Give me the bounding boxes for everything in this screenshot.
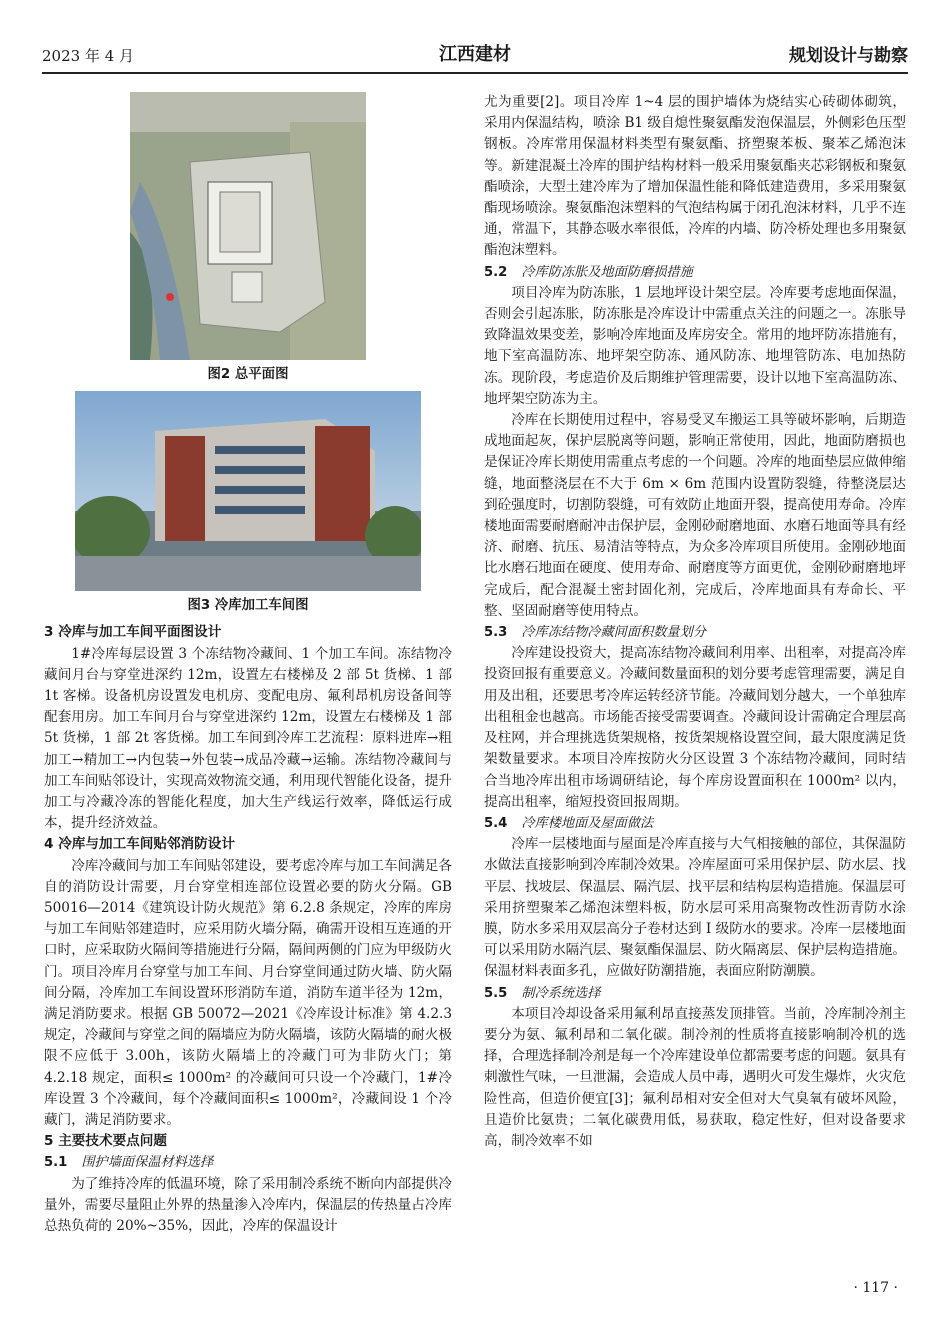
section-number: 5.1 (44, 1155, 68, 1171)
section-3-paragraph: 1#冷库每层设置 3 个冻结物冷藏间、1 个加工车间。冻结物冷藏间月台与穿堂进深约 12m，设置左右楼梯及 2 部 5t 货梯、1 部 1t 客梯。设备机房设置发电机房、变配电房、氟利昂机房设备间等配套用房。加工车间月台与穿堂进深约 12m，设置左右楼梯及 1 部 5t 货梯，1 部 2t 客货梯。加工车间到冷库工艺流程：原料进库→粗加工→精加工→内包装→外包装→成品冷藏→运输。冻结物冷藏间与加工车间贴邻设计，实现高效物流交通，利用现代智能化设备，提升加工与冷藏冷冻的智能化程度，加大生产线运行效率，降低运行成本，提升经济效益。 (44, 645, 452, 832)
section-3-heading: 3 冷库与加工车间平面图设计 (44, 624, 222, 641)
section-title: 冷库防冻胀及地面防磨损措施 (521, 264, 693, 280)
section-5-2-paragraph-1: 项目冷库为防冻胀，1 层地坪设计架空层。冷库要考虑地面保温，否则会引起冻胀，防冻胀是冷库设计中需重点关注的问题之一。冻胀导致降温效果变差，影响冷库地面及库房安全。常用的地坪防冻措施有，地下室高温防冻、地坪架空防冻、通风防冻、地埋管防冻、电加热防冻。现阶段，考虑造价及后期维护管理需要，设计以地下室高温防冻、地坪架空防冻为主。 (484, 284, 906, 407)
section-name: 规划设计与勘察 (789, 46, 909, 66)
section-title: 冷库冻结物冷藏间面积数量划分 (521, 625, 706, 641)
section-5-3-heading (484, 622, 906, 643)
section-title: 围护墙面保温材料选择 (81, 1155, 214, 1171)
section-5-4-paragraph: 冷库一层楼地面与屋面是冷库直接与大气相接触的部位，其保温防水做法直接影响到冷库制冷效果。冷库屋面可采用保护层、防水层、找平层、找坡层、保温层、隔汽层、找平层和结构层构造措施。保温层可采用挤塑聚苯乙烯泡沫塑料板，防水层可采用高聚物改性沥青防水涂膜，防水多采用双层高分子卷材达到 I 级防水的要求。冷库一层楼地面可以采用防水隔汽层、聚氨酯保温层、防火隔离层、保护层构造措施。保温材料表面多孔，应做好防潮措施，表面应附防潮膜。 (484, 836, 906, 980)
section-5-2-paragraph-2: 冷库在长期使用过程中，容易受叉车搬运工具等破坏影响，后期造成地面起灰，保护层脱离等问题，影响正常使用，因此，地面防磨损也是保证冷库长期使用需重点考虑的一个问题。冷库的地面垫层应做伸缩缝，地面整浇层在不大于 6m × 6m 范围内设置防裂缝，待整浇层达到砼强度时，切割防裂缝，可有效防止地面开裂，提高使用寿命。冷库楼地面需要耐磨耐冲击保护层，金刚砂耐磨地面、水磨石地面等具有经济、耐磨、抗压、易清洁等特点，为众多冷库项目所使用。金刚砂地面比水磨石地面在硬度、使用寿命、耐磨度等方面更优，金刚砂耐磨地坪完成后，配合混凝土密封固化剂，完成后，冷库地面具有寿命长、平整、坚固耐磨等使用特点。 (484, 412, 906, 619)
section-4-heading: 4 冷库与加工车间贴邻消防设计 (44, 836, 235, 853)
processing-workshop-figure (75, 391, 421, 591)
section-5-2-heading (484, 262, 906, 283)
section-5-1-heading (44, 1152, 452, 1173)
section-5-5-heading (484, 983, 906, 1004)
issue-date: 2023 年 4 月 (42, 47, 135, 65)
section-number: 5.5 (484, 985, 508, 1001)
page-header (42, 40, 908, 74)
page-number: · 117 · (853, 1280, 898, 1296)
figure-2-caption: 图2 总平面图 (207, 367, 289, 382)
section-5-5-paragraph: 本项目冷却设备采用氟利昂直接蒸发顶排管。当前，冷库制冷剂主要分为氨、氟利昂和二氧化碳。制冷剂的性质将直接影响制冷机的选择，合理选择制冷剂是每一个冷库建设单位都需要考虑的问题。氨具有刺激性气味，一旦泄漏，会造成人员中毒，遇明火可发生爆炸，火灾危险性高，但造价便宜[3]；氟利昂相对安全但对大气臭氧有破坏风险，且造价比氨贵；二氧化碳费用低，易获取，稳定性好，但对设备要求高，制冷效率不如 (484, 1005, 906, 1149)
section-5-4-heading (484, 813, 906, 834)
section-number: 5.3 (484, 625, 508, 641)
site-plan-figure (130, 92, 366, 360)
left-column (44, 92, 452, 1237)
right-column (484, 92, 906, 1152)
figure-3-caption: 图3 冷库加工车间图 (187, 598, 309, 614)
section-4-paragraph: 冷库冷藏间与加工车间贴邻建设，要考虑冷库与加工车间满足各自的消防设计需要，月台穿堂相连部位设置必要的防火分隔。GB 50016—2014《建筑设计防火规范》第 6.2.8 条规定，冷库的库房与加工车间贴邻建造时，应采用防火墙分隔，确需开设相互连通的开口时，应采取防火隔间等措施进行分隔，隔间两侧的门应为甲级防火门。项目冷库月台穿堂与加工车间、月台穿堂间通过防火墙、防火隔间分隔，冷库加工车间设置环形消防车道，消防车道半径为 12m，满足消防要求。根据 GB 50072—2021《冷库设计标准》第 4.2.3 规定，冷藏间与穿堂之间的隔墙应为防火隔墙，该防火隔墙的耐火极限不应低于 3.00h，该防火隔墙上的冷藏门可为非防火门；第 4.2.18 规定，面积≤ 1000m² 的冷藏间可只设一个冷藏门，1#冷库设置 3 个冷藏间，每个冷藏间面积≤ 1000m²，冷藏间设 1 个冷藏门，满足消防要求。 (44, 857, 452, 1129)
section-number: 5.4 (484, 815, 508, 831)
section-number: 5.2 (484, 264, 508, 280)
section-5-1-paragraph: 为了维持冷库的低温环境，除了采用制冷系统不断向内部提供冷量外，需要尽量阻止外界的热量渗入冷库内，保温层的传热量占冷库总热负荷的 20%~35%，因此，冷库的保温设计 (44, 1175, 452, 1235)
section-title: 制冷系统选择 (521, 985, 601, 1001)
section-5-heading: 5 主要技术要点问题 (44, 1133, 167, 1150)
continued-paragraph: 尤为重要[2]。项目冷库 1~4 层的围护墙体为烧结实心砖砌体砌筑，采用内保温结构，喷涂 B1 级自熄性聚氨酯发泡保温层，外侧彩色压型钢板。冷库常用保温材料类型有聚氨酯、挤塑聚苯板、聚苯乙烯泡沫等。新建混凝土冷库的围护结构材料一般采用聚氨酯夹芯彩钢板和聚氨酯喷涂，大型土建冷库为了增加保温性能和降低建造费用，多采用聚氨酯现场喷涂。聚氨酯泡沫塑料的气泡结构属于闭孔泡沫材料，几乎不连通，常温下，其静态吸水率很低，冷库的内墙、防冷桥处理也多用聚氨酯泡沫塑料。 (484, 94, 906, 259)
section-title: 冷库楼地面及屋面做法 (521, 815, 654, 831)
section-5-3-paragraph: 冷库建设投资大，提高冻结物冷藏间利用率、出租率，对提高冷库投资回报有重要意义。冷藏间数量面积的划分要考虑管理需要，满足自用及出租，还要思考冷库运转经济节能。冷藏间划分越大，一个单独库出租租金也越高。市场能否接受需要调查。冷藏间设计需确定合理层高及柱网，并合理挑选货架规格，按货架规格设置空间，最大限度满足货架数量要求。本项目冷库按防火分区设置 3 个冻结物冷藏间，同时结合当地冷库出租市场调研结论，每个库房设置面积在 1000m² 以内，提高出租率，缩短投资回报周期。 (484, 645, 906, 810)
journal-name: 江西建材 (439, 44, 511, 65)
